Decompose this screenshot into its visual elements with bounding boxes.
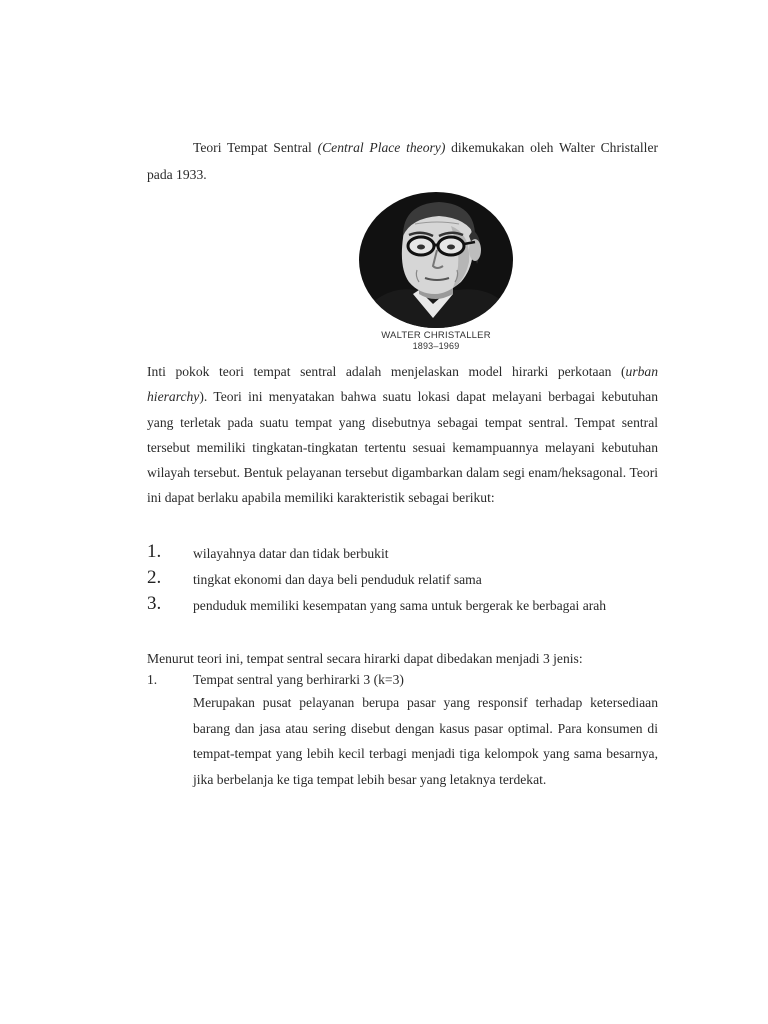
list-item [147, 593, 658, 619]
list-item [147, 567, 658, 593]
list-text: penduduk memiliki kesempatan yang sama untuk bergerak ke berbagai arah [193, 598, 607, 613]
hierarchy-item-title [147, 670, 658, 690]
list-number: 3. [147, 593, 162, 614]
hierarchy-title: Tempat sentral yang berhirarki 3 (k=3) [193, 672, 404, 687]
christaller-portrait [353, 190, 519, 350]
hierarchy-list [147, 670, 658, 793]
intro-lead: Teori Tempat Sentral [193, 140, 318, 155]
main-tail: ). Teori ini menyatakan bahwa suatu lokasi dapat melayani berbagai kebutuhan yang terletak pada suatu tempat yang disebutnya sebagai tempat sentral. Tempat sentral tersebut memiliki tingkatan-tingkatan tertentu sesuai kemampuannya melayani kebutuhan wilayah tersebut. Bentuk pelayanan tersebut digambarkan dalam segi enam/heksagonal. Teori ini dapat berlaku apabila memiliki karakteristik sebagai berikut: [147, 389, 658, 506]
characteristics-list [147, 541, 658, 619]
intro-italic-term: (Central Place theory) [317, 140, 446, 155]
hierarchy-number: 1. [147, 672, 158, 687]
portrait-image [353, 190, 519, 330]
portrait-caption-name: WALTER CHRISTALLER [381, 330, 491, 341]
list-number: 1. [147, 541, 162, 562]
hierarchy-intro: Menurut teori ini, tempat sentral secara hirarki dapat dibedakan menjadi 3 jenis: [147, 651, 583, 666]
main-paragraph [147, 359, 658, 511]
list-number: 2. [147, 567, 162, 588]
main-lead: Inti pokok teori tempat sentral adalah menjelaskan model hirarki perkotaan ( [147, 364, 626, 379]
main-italic-term: urban hierarchy [147, 364, 658, 405]
list-text: wilayahnya datar dan tidak berbukit [193, 546, 389, 561]
list-text: tingkat ekonomi dan daya beli penduduk relatif sama [193, 572, 482, 587]
intro-paragraph [147, 134, 658, 188]
intro-tail: dikemukakan oleh Walter Christaller pada 1933. [147, 140, 659, 182]
list-item [147, 541, 658, 567]
hierarchy-item-body: Merupakan pusat pelayanan berupa pasar yang responsif terhadap ketersediaan barang dan jasa atau sering disebut dengan kasus pasar optimal. Para konsumen di tempat-tempat yang lebih kecil terbagi menjadi tiga kelompok yang sama besarnya, jika berbelanja ke tiga tempat lebih besar yang letaknya terdekat. [193, 695, 658, 788]
portrait-caption-years: 1893–1969 [412, 341, 460, 351]
